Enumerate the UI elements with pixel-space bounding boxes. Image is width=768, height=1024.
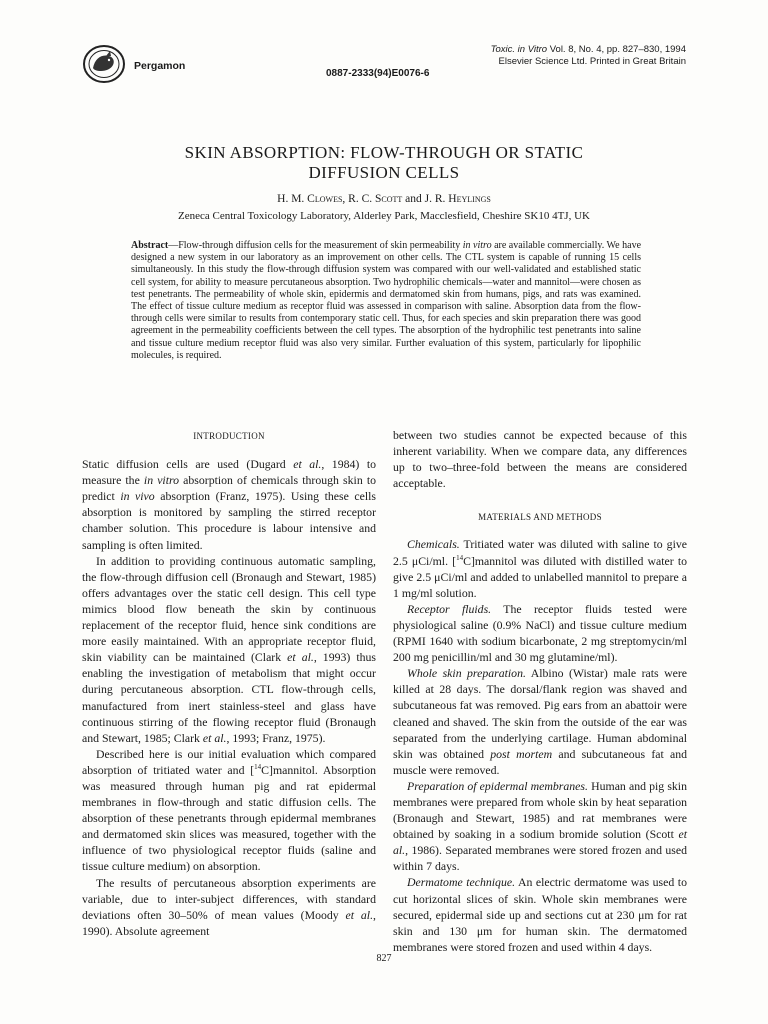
text-run: , 1993; Franz, 1975). xyxy=(226,730,326,745)
whole-skin-paragraph xyxy=(393,665,687,778)
article-title xyxy=(0,143,768,183)
page-number: 827 xyxy=(376,953,392,964)
intro-paragraph-4 xyxy=(82,875,376,939)
text-run: Albino (Wistar) male rats were killed at 28 days. The dorsal/flank region was shaved and subcutaneous fat was removed. Pig ears from an abattoir were cleaned and shaved. The skin from the outside of the ear was separated from the underlying cartilage. Human abdominal skin was obtained xyxy=(393,666,687,761)
intro-continuation: between two studies cannot be expected because of this inherent variability. When we compare data, any differences up to two–three-fold between the means are considered acceptable. xyxy=(393,428,687,491)
text-run: The results of percutaneous absorption experiments are variable, due to inter-subject differences, with standard deviations often 30–50% of mean values (Moody xyxy=(82,875,376,922)
journal-citation xyxy=(491,44,686,68)
text-run: absorption of chemicals through skin to predict xyxy=(82,473,376,504)
chemicals-paragraph xyxy=(393,536,687,600)
author-3: J. R. Heylings xyxy=(424,193,491,205)
text-run-italic: in vitro xyxy=(143,473,180,488)
title-line-2: DIFFUSION CELLS xyxy=(308,163,460,182)
abstract-label: Abstract xyxy=(131,240,169,251)
abstract-text-italic: in vitro xyxy=(462,240,492,251)
methods-heading: MATERIALS AND METHODS xyxy=(478,512,602,523)
left-column xyxy=(82,428,376,939)
intro-paragraph-2 xyxy=(82,553,376,746)
text-run-italic: et al. xyxy=(287,650,314,665)
citation-publisher-line: Elsevier Science Ltd. Printed in Great Britain xyxy=(498,56,686,67)
text-run: , 1984) to measure the xyxy=(82,457,376,488)
text-run: C]mannitol was diluted with distilled water to give 2.5 μCi/ml and added to unlabelled mannitol to prepare a 1 mg/ml solution. xyxy=(393,553,687,600)
text-run: An electric dermatome was used to cut horizontal slices of skin. Whole skin membranes were secured, epidermal side up and sections cut at 230 μm for rat skin and 130 μm for human skin. The dermatomed membranes were stored frozen and used within 4 days. xyxy=(393,875,687,954)
receptor-fluids-paragraph xyxy=(393,601,687,665)
text-run: Described here is our initial evaluation which compared absorption of tritiated water and [ xyxy=(82,746,376,777)
text-run-italic: et al. xyxy=(293,457,322,472)
title-line-1: SKIN ABSORPTION: FLOW-THROUGH OR STATIC xyxy=(184,143,584,162)
abstract-text-a: —Flow-through diffusion cells for the measurement of skin permeability xyxy=(168,240,463,251)
run-in-heading: Whole skin preparation. xyxy=(407,666,526,681)
text-run-italic: post mortem xyxy=(490,746,553,761)
pergamon-logo-icon xyxy=(82,44,126,84)
intro-paragraph-1 xyxy=(82,456,376,553)
author-sep-1: , xyxy=(342,193,349,205)
author-list xyxy=(0,193,768,205)
right-column xyxy=(393,427,687,955)
issn-code: 0887-2333(94)E0076-6 xyxy=(326,68,430,79)
run-in-heading: Dermatome technique. xyxy=(407,875,516,890)
text-run-italic: et al. xyxy=(345,907,374,922)
run-in-heading: Preparation of epidermal membranes. xyxy=(407,778,588,793)
text-run: Static diffusion cells are used (Dugard xyxy=(82,457,294,472)
text-run-italic: et al. xyxy=(202,730,227,745)
text-run-italic: in vivo xyxy=(120,489,155,504)
text-run: , 1990). Absolute agreement xyxy=(82,907,376,938)
epidermal-membranes-paragraph xyxy=(393,778,687,875)
run-in-heading: Chemicals. xyxy=(407,537,460,552)
superscript: 14 xyxy=(254,762,262,771)
citation-journal: Toxic. in Vitro xyxy=(490,44,548,55)
citation-details: Vol. 8, No. 4, pp. 827–830, 1994 xyxy=(547,44,686,55)
superscript: 14 xyxy=(456,553,464,562)
author-2: R. C. Scott xyxy=(348,193,403,205)
text-run: The receptor fluids tested were physiological saline (0.9% NaCl) and tissue culture medium (RPMI 1640 with sodium bicarbonate, 2 mg streptomycin/ml 200 mg penicillin/ml and 30 mg glutamine/ml). xyxy=(393,601,688,665)
intro-paragraph-3 xyxy=(82,746,376,875)
publisher-name: Pergamon xyxy=(134,60,186,72)
author-1: H. M. Clowes xyxy=(277,193,343,205)
text-run: absorption (Franz, 1975). Using these cells absorption is monitored by sampling the stirred receptor chamber solution. This procedure is labour intensive and sampling is often limited. xyxy=(82,489,377,552)
introduction-heading: INTRODUCTION xyxy=(193,431,265,441)
text-run: and subcutaneous fat and muscle were removed. xyxy=(393,746,687,777)
text-run: Tritiated water was diluted with saline to give 2.5 μCi/ml. [ xyxy=(393,537,687,568)
author-sep-2: and xyxy=(402,193,425,205)
abstract-text-b: are available commercially. We have designed a new system in our laboratory as an improvement on other cells. The CTL system is capable of running 15 cells simultaneously. In this study the flow-through diffusion system was compared with our well-validated and established static cell system, for ability to measure percutaneous absorption. Two hydrophilic chemicals—water and mannitol—were chosen as test penetrants. The permeability of whole skin, epidermis and dermatomed skin from humans, pigs, and rats was examined. The effect of tissue culture medium as receptor fluid was assessed in comparison with saline. Absorption data from the flow-through cells were similar to results from contemporary static cell. Thus, for each species and skin preparation there was good agreement in the permeability coefficients between the cell types. The absorption of the hydrophilic test penetrants into saline and tissue culture medium receptor fluid was also very similar. Further evaluation of this system, particularly for lipophilic molecules, is required. xyxy=(131,240,642,361)
text-run-italic: et al. xyxy=(393,827,687,858)
abstract xyxy=(131,240,641,362)
text-run: Human and pig skin membranes were prepared from whole skin by heat separation (Bronaugh and Stewart, 1985) and rat membranes were obtained by soaking in a sodium bromide solution (Scott xyxy=(393,778,687,842)
run-in-heading: Receptor fluids. xyxy=(407,601,492,616)
text-run: , 1986). Separated membranes were stored frozen and used within 7 days. xyxy=(393,843,687,874)
affiliation: Zeneca Central Toxicology Laboratory, Alderley Park, Macclesfield, Cheshire SK10 4TJ, UK xyxy=(178,210,590,222)
text-run: C]mannitol. Absorption was measured through human pig and rat epidermal membranes in flow-through and static diffusion cells. The absorption of these penetrants through epidermal membranes and dermatomed skin slices was measured, together with the influence of two physiological receptor fluids (saline and tissue culture medium) on absorption. xyxy=(82,762,376,874)
dermatome-paragraph xyxy=(393,874,687,954)
text-run: In addition to providing continuous automatic sampling, the flow-through diffusion cell (Bronaugh and Stewart, 1985) offers advantages over the static cell design. This cell type mimics blood flow beneath the skin by continuous replacement of the receptor fluid, hence sink conditions are more easily maintained. With an appropriate receptor fluid, skin viability can be maintained (Clark xyxy=(82,553,376,665)
text-run: , 1993) thus enabling the investigation of metabolism that might occur during percutaneous absorption. CTL flow-through cells, manufactured from inert stainless-steel and glass have continuous stirring of the flowing receptor fluid (Bronaugh and Stewart, 1985; Clark xyxy=(82,650,377,745)
